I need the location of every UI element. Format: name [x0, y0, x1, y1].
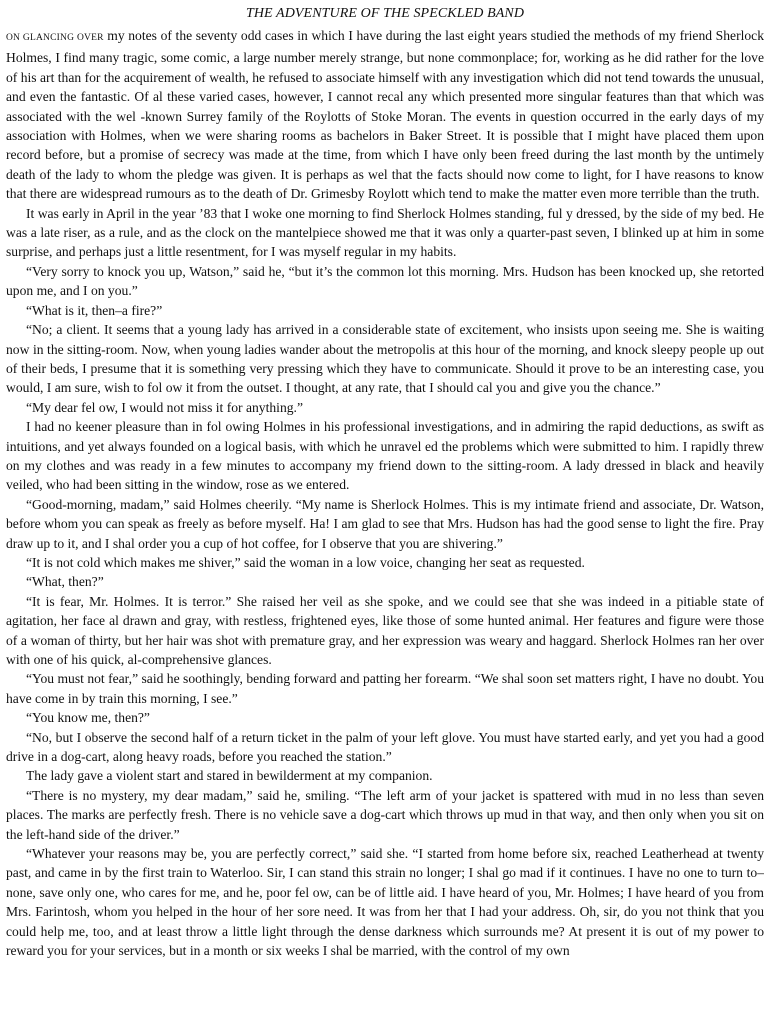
opening-smallcaps: ON GLANCING OVER	[6, 33, 104, 43]
paragraph-1	[6, 26, 764, 204]
paragraph-16: “There is no mystery, my dear madam,” said he, smiling. “The left arm of your jacket is spattered with mud in no less than seven places. The marks are perfectly fresh. There is no vehicle save a dog-cart which throws up mud in that way, and then only when you sit on the left-hand side of the driver.”	[6, 787, 764, 842]
paragraph-10: “What, then?”	[26, 574, 104, 590]
paragraph-11: “It is fear, Mr. Holmes. It is terror.” She raised her veil as she spoke, and we could see that she was indeed in a pitiable state of agitation, her face al drawn and gray, with restless, frightened eyes, like those of some hunted animal. Her features and figure were those of a woman of thirty, but her hair was shot with premature gray, and her expression was weary and haggard. Sherlock Holmes ran her over with one of his quick, al-comprehensive glances.	[6, 593, 764, 667]
paragraph-17: “Whatever your reasons may be, you are perfectly correct,” said she. “I started from home before six, reached Leatherhead at twenty past, and came in by the first train to Waterloo. Sir, I can stand this strain no longer; I shal go mad if it continues. I have no one to turn to–none, save only one, who cares for me, and he, poor fel ow, can be of little aid. I have heard of you, Mr. Holmes; I have heard of you from Mrs. Farintosh, whom you helped in the hour of her sore need. It was from her that I had your address. Oh, sir, do you not think that you could help me, too, and at least throw a little light through the dense darkness which surrounds me? At present it is out of my power to reward you for your services, but in a month or six weeks I shal be married, with the control of my own	[6, 846, 764, 959]
running-head: THE ADVENTURE OF THE SPECKLED BAND	[245, 6, 525, 21]
paragraph-9: “It is not cold which makes me shiver,” said the woman in a low voice, changing her seat as requested.	[26, 554, 585, 570]
paragraph-4: “What is it, then–a fire?”	[26, 302, 163, 318]
paragraph-5: “No; a client. It seems that a young lady has arrived in a considerable state of excitement, who insists upon seeing me. She is waiting now in the sitting-room. Now, when young ladies wander about the metropolis at this hour of the morning, and knock sleepy people up out of their beds, I presume that it is something very pressing which they have to communicate. Should it prove to be an interesting case, you would, I am sure, wish to fol ow it from the outset. I thought, at any rate, that I should cal you and give you the chance.”	[6, 322, 764, 396]
paragraph-1-text: my notes of the seventy odd cases in which I have during the last eight years studied the methods of my friend Sherlock Holmes, I find many tragic, some comic, a large number merely strange, but none commonplace; for, working as he did rather for the love of his art than for the acquirement of wealth, he refused to associate himself with any investigation which did not tend towards the unusual, and even the fantastic. Of al these varied cases, however, I cannot recal any which presented more singular features than that which was associated with the wel -known Surrey family of the Roylotts of Stoke Moran. The events in question occurred in the early days of my association with Holmes, when we were sharing rooms as bachelors in Baker Street. It is possible that I might have placed them upon record before, but a promise of secrecy was made at the time, from which I have only been freed during the last month by the untimely death of the lady to whom the pledge was given. It is perhaps as wel that the facts should now come to light, for I have reasons to know that there are widespread rumours as to the death of Dr. Grimesby Roylott which tend to make the matter even more terrible than the truth.	[6, 28, 764, 202]
paragraph-13: “You know me, then?”	[26, 710, 150, 726]
book-page	[6, 0, 764, 1024]
paragraph-15: The lady gave a violent start and stared in bewilderment at my companion.	[26, 768, 433, 784]
paragraph-8: “Good-morning, madam,” said Holmes cheerily. “My name is Sherlock Holmes. This is my intimate friend and associate, Dr. Watson, before whom you can speak as freely as before myself. Ha! I am glad to see that Mrs. Hudson has had the good sense to light the fire. Pray draw up to it, and I shal order you a cup of hot coffee, for I observe that you are shivering.”	[6, 496, 764, 551]
paragraph-12: “You must not fear,” said he soothingly, bending forward and patting her forearm. “We shal soon set matters right, I have no doubt. You have come in by train this morning, I see.”	[6, 671, 764, 706]
paragraph-6: “My dear fel ow, I would not miss it for anything.”	[26, 399, 303, 415]
paragraph-3: “Very sorry to knock you up, Watson,” said he, “but it’s the common lot this morning. Mrs. Hudson has been knocked up, she retorted upon me, and I on you.”	[6, 263, 764, 299]
paragraph-2: It was early in April in the year ’83 that I woke one morning to find Sherlock Holmes standing, ful y dressed, by the side of my bed. He was a late riser, as a rule, and as the clock on the mantelpiece showed me that it was only a quarter-past seven, I blinked up at him in some surprise, and perhaps just a little resentment, for I was myself regular in my habits.	[6, 205, 764, 260]
paragraph-7: I had no keener pleasure than in fol owing Holmes in his professional investigations, and in admiring the rapid deductions, as swift as intuitions, and yet always founded on a logical basis, with which he unravel ed the problems which were submitted to him. I rapidly threw on my clothes and was ready in a few minutes to accompany my friend down to the sitting-room. A lady dressed in black and heavily veiled, who had been sitting in the window, rose as we entered.	[6, 419, 764, 493]
paragraph-14: “No, but I observe the second half of a return ticket in the palm of your left glove. You must have started early, and yet you had a good drive in a dog-cart, along heavy roads, before you reached the station.”	[6, 729, 764, 765]
